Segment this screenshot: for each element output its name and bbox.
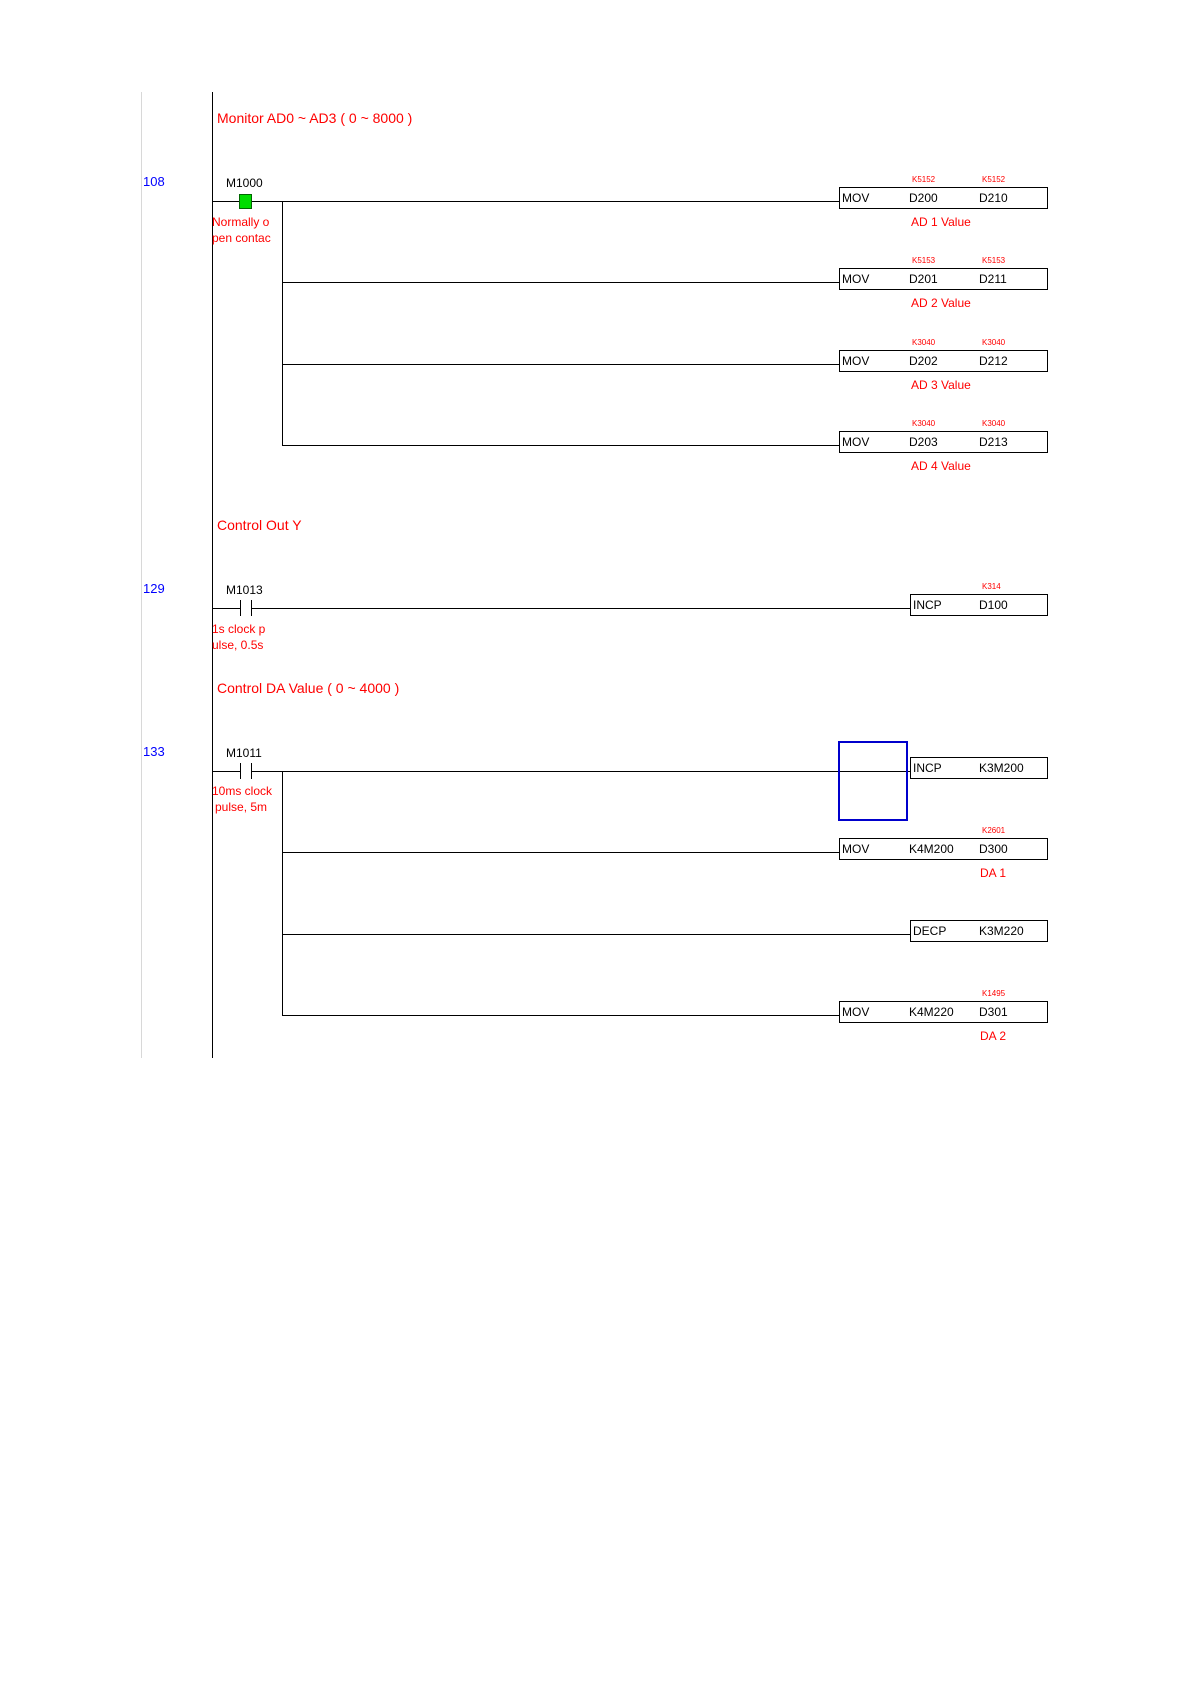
note-line: ulse, 0.5s [212,638,264,652]
monitor-value: K3040 [982,338,1006,347]
monitor-value: K3040 [982,419,1006,428]
operand-dst: K3M200 [979,761,1024,775]
op-label: MOV [842,272,870,286]
operand-src: D202 [909,354,938,368]
wire [252,201,839,202]
wire [212,608,240,609]
monitor-value: K5153 [982,256,1006,265]
wire [282,445,839,446]
monitor-value: K5153 [912,256,936,265]
wire [282,282,839,283]
rung-comment-control-out-y: Control Out Y [217,517,302,533]
mov-instruction[interactable] [839,187,1048,209]
operand-dst: D211 [979,272,1007,286]
wire [282,934,910,935]
op-label: MOV [842,842,870,856]
operand-dst: D300 [979,842,1008,856]
contact-label-m1000: M1000 [226,176,263,190]
rung-comment-control-da: Control DA Value ( 0 ~ 4000 ) [217,680,400,696]
operand-dst: D213 [979,435,1008,449]
value-label: DA 2 [980,1029,1007,1043]
decp-instruction[interactable] [910,920,1048,942]
editor-cursor-box[interactable] [838,741,908,821]
branch-rail [282,201,283,445]
rung-comment-monitor-ad: Monitor AD0 ~ AD3 ( 0 ~ 8000 ) [217,110,413,126]
op-label: MOV [842,191,870,205]
wire [282,1015,839,1016]
value-label: DA 1 [980,866,1007,880]
mov-instruction[interactable] [839,431,1048,453]
op-label: INCP [913,598,942,612]
operand-dst: K3M220 [979,924,1024,938]
op-label: DECP [913,924,947,938]
operand-dst: D100 [979,598,1008,612]
contact-label-m1011: M1011 [226,746,262,760]
monitor-value: K314 [982,582,1001,591]
value-label: AD 4 Value [911,459,971,473]
step-number-108[interactable]: 108 [143,174,165,189]
operand-src: K4M220 [909,1005,954,1019]
note-line: pen contac [212,231,271,245]
operand-dst: D212 [979,354,1008,368]
note-line: Normally o [212,215,270,229]
wire [212,201,239,202]
monitor-value: K3040 [912,419,936,428]
contact-note-m1013 [212,621,265,653]
step-number-129[interactable]: 129 [143,581,165,596]
mov-instruction[interactable] [839,268,1048,290]
step-gutter-line [141,92,142,1058]
monitor-value: K5152 [982,175,1006,184]
mov-instruction[interactable] [839,838,1048,860]
contact-label-m1013: M1013 [226,583,263,597]
step-number-133[interactable]: 133 [143,744,165,759]
contact-note-m1000 [212,214,271,246]
value-label: AD 2 Value [911,296,971,310]
incp-instruction[interactable] [910,594,1048,616]
contact-note-m1011 [212,783,272,815]
operand-dst: D301 [979,1005,1008,1019]
operand-src: K4M200 [909,842,954,856]
wire [252,608,910,609]
monitor-value: K2601 [982,826,1006,835]
op-label: INCP [913,761,942,775]
operand-src: D203 [909,435,938,449]
monitor-value: K3040 [912,338,936,347]
operand-src: D200 [909,191,938,205]
note-line: 1s clock p [212,622,266,636]
operand-src: D201 [909,272,938,286]
operand-dst: D210 [979,191,1008,205]
note-line: 10ms clock [212,784,273,798]
incp-instruction[interactable] [910,757,1048,779]
wire [252,771,910,772]
note-line: pulse, 5m [215,800,268,814]
op-label: MOV [842,354,870,368]
wire [212,771,240,772]
mov-instruction[interactable] [839,350,1048,372]
wire [282,852,839,853]
value-label: AD 3 Value [911,378,971,392]
value-label: AD 1 Value [911,215,971,229]
mov-instruction[interactable] [839,1001,1048,1023]
op-label: MOV [842,435,870,449]
wire [282,364,839,365]
monitor-value: K1495 [982,989,1006,998]
branch-rail [282,771,283,1015]
contact-m1000-on[interactable] [239,194,252,209]
op-label: MOV [842,1005,870,1019]
monitor-value: K5152 [912,175,936,184]
